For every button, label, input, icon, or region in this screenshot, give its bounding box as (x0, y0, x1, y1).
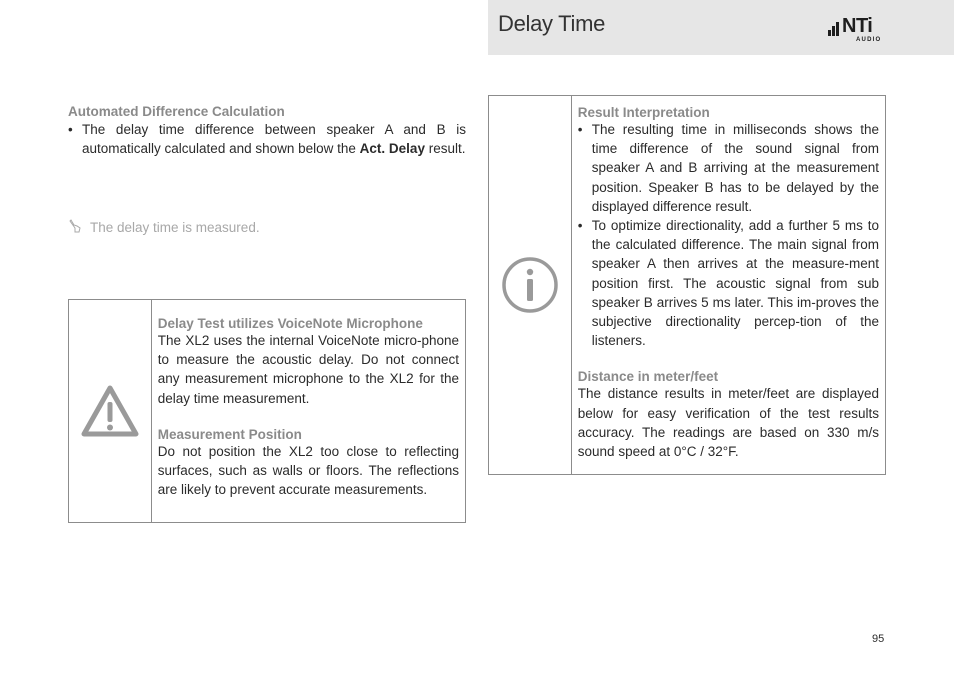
warning-text-cell (152, 300, 465, 522)
act-delay-label: Act. Delay (359, 141, 425, 157)
warning-box (68, 299, 466, 523)
section-heading: Automated Difference Calculation (68, 104, 285, 119)
nti-audio-logo (828, 15, 888, 44)
info-text-cell (572, 96, 885, 474)
voicenote-heading: Delay Test utilizes VoiceNote Microphone (157, 316, 423, 331)
warning-icon-cell (69, 300, 152, 522)
automated-calculation-section (68, 104, 466, 158)
distance-heading: Distance in meter/feet (577, 369, 719, 385)
info-icon-cell (489, 96, 572, 474)
pointing-hand-icon (68, 219, 82, 235)
info-box (488, 95, 886, 475)
logo-bars-icon (828, 20, 842, 36)
result-interpretation-heading: Result Interpretation (577, 105, 710, 120)
bullet-text-prefix: The delay time difference between speaker A and B is automatically calculated and shown below the (82, 122, 466, 157)
note-line (68, 219, 260, 235)
page-title: Delay Time (498, 11, 606, 36)
info-icon (501, 256, 559, 314)
note-text: The delay time is measured. (90, 219, 260, 235)
page-number: 95 (872, 633, 885, 645)
header-band (488, 0, 954, 55)
bullet-text-suffix: result. (424, 141, 466, 157)
result-bullet-2: • To optimize directionality, add a further 5 ms to the calculated difference. The main signal from speaker A then arrives at the measure-ment position first. The acoustic signal from sub speaker B arrives 5 ms later. This im-proves the subjective directionality percep-tion of the listeners. (578, 216, 879, 350)
logo-sub-text: AUDIO (856, 37, 882, 43)
calculation-bullet (68, 120, 466, 158)
logo-main-text: NTi (842, 15, 873, 37)
result-bullet-1: • The resulting time in milliseconds shows the time difference of the sound signal from speaker A and B arriving at the measurement position. Speaker B has to be delayed by the displayed difference result. (578, 120, 879, 216)
warning-triangle-icon (80, 384, 140, 438)
measurement-position-text: Do not position the XL2 too close to reflecting surfaces, such as walls or floors. The reflections are likely to prevent accurate measurements. (157, 443, 459, 498)
voicenote-text: The XL2 uses the internal VoiceNote micro-phone to measure the acoustic delay. Do not connect any measurement microphone to the XL2 for the delay time measurement. (157, 333, 459, 406)
distance-text: The distance results in meter/feet are displayed below for easy verification of the test results accuracy. The readings are based on 330 m/s sound speed at 0°C / 32°F. (577, 386, 879, 460)
measurement-position-heading: Measurement Position (157, 426, 302, 442)
